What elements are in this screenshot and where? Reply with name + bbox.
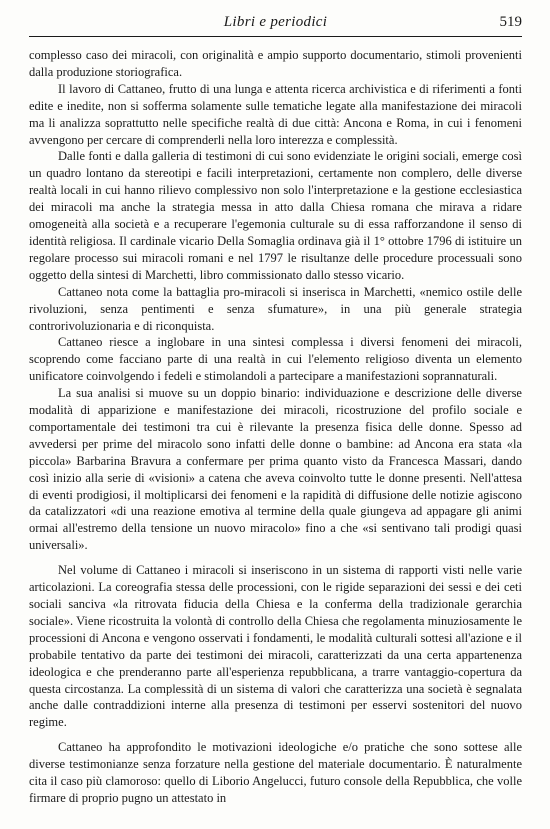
running-title: Libri e periodici	[223, 14, 328, 30]
paragraph: Il lavoro di Cattaneo, frutto di una lunga e attenta ricerca archivistica e di riferimenti a fonti edite e inedite, non si sofferma solamente sulle tematiche legate alla manifestazione dei miracoli ma li analizza soprattutto nelle specifiche realtà di due città: Ancona e Roma, in cui i fenomeni avvengono per cercare di comprenderli nella loro interezza e complessità.	[29, 81, 522, 147]
paragraph: La sua analisi si muove su un doppio binario: individuazione e descrizione delle diverse modalità di apparizione e manifestazione dei miracoli, ricostruzione del profilo sociale e comportamentale dei testimoni tra cui è rilevante la presenza fisica delle donne. Spesso ad avvedersi per prime del miracolo sono infatti delle donne o bambine: ad Ancona era stata «la piccola» Barbarina Bravura a confermare per prima quanto visto da Francesca Massari, dando così inizio alla serie di «visioni» a catena che aveva coinvolto tutte le donne presenti. Nell'attesa di eventi prodigiosi, il moltiplicarsi dei fenomeni e la rapidità di diffusione delle notizie agiscono da catalizzatori «di una reazione emotiva al termine della quale giungeva ad appagare gli animi ormai all'estremo della tensione un nuovo miracolo» fino a che «si sentivano tali prodigi quasi universali».	[29, 386, 522, 553]
paragraph: Cattaneo ha approfondito le motivazioni ideologiche e/o pratiche che sono sottese alle diverse testimonianze senza forzature nella gestione del materiale documentario. È naturalmente cita il caso più clamoroso: quello di Liborio Angelucci, futuro console della Repubblica, che volle firmare di proprio pugno un attestato in	[29, 740, 522, 805]
paragraph: Cattaneo nota come la battaglia pro-miracoli si inserisca in Marchetti, «nemico ostile delle rivoluzioni, senza pentimenti e senza sfumature», in una più generale strategia controrivoluzionaria e di riconquista.	[29, 284, 522, 333]
header-rule	[29, 36, 522, 37]
paragraph: Nel volume di Cattaneo i miracoli si inseriscono in un sistema di rapporti visti nelle varie articolazioni. La coreografia stessa delle processioni, con le rigide separazioni dei sessi e dei ceti sociali sanciva «la ritrovata fiducia della Chiesa e la conferma della tradizionale gerarchia sociale». Viene ricostruita la volontà di controllo della Chiesa che regolamenta minuziosamente le processioni di Ancona e vengono osservati i fondamenti, le modalità culturali sottesi all'azione e il probabile tentativo da parte dei testimoni dei miracoli, caratterizzati da una certa appartenenza ideologica e che prenderanno parte all'esperienza repubblicana, a trarre vantaggio-copertura da questa circostanza. La complessità di un sistema di valori che caratterizza una società è segnalata anche dalle contraddizioni interne alla presenza di testimoni per esservi sostenitori del nuovo regime.	[29, 563, 522, 730]
body-text	[29, 47, 522, 807]
page-number: 519	[499, 14, 522, 30]
paragraph: complesso caso dei miracoli, con originalità e ampio supporto documentario, stimoli provenienti dalla produzione storiografica.	[29, 48, 522, 79]
section-gap	[29, 554, 522, 562]
paragraph: Cattaneo riesce a inglobare in una sintesi complessa i diversi fenomeni dei miracoli, scoprendo come facciano parte di una realtà in cui l'elemento religioso diventa un elemento unificatore coinvolgendo i fedeli e stimolandoli a partecipare a manifestazioni soprannaturali.	[29, 335, 522, 384]
paragraph: Dalle fonti e dalla galleria di testimoni di cui sono evidenziate le origini sociali, emerge così un quadro lontano da stereotipi e facili interpretazioni, certamente non complero, delle diverse realtà locali in cui hanno rilievo complessivo non solo l'interpretazione e la gestione ecclesiastica dei miracoli ma anche la strategia messa in atto dalla Chiesa romana che mirava a ridare omogeneità alla società e a recuperare l'egemonia culturale su di essa rafforzandone il senso di identità religiosa. Il cardinale vicario Della Somaglia ordinava già il 1° ottobre 1796 di istituire un regolare processo sui miracoli romani e nel 1797 le risultanze delle procedure processuali sono oggetto della sintesi di Marchetti, libro commissionato dallo stesso vicario.	[29, 149, 522, 282]
running-header	[29, 14, 522, 36]
section-gap	[29, 731, 522, 739]
